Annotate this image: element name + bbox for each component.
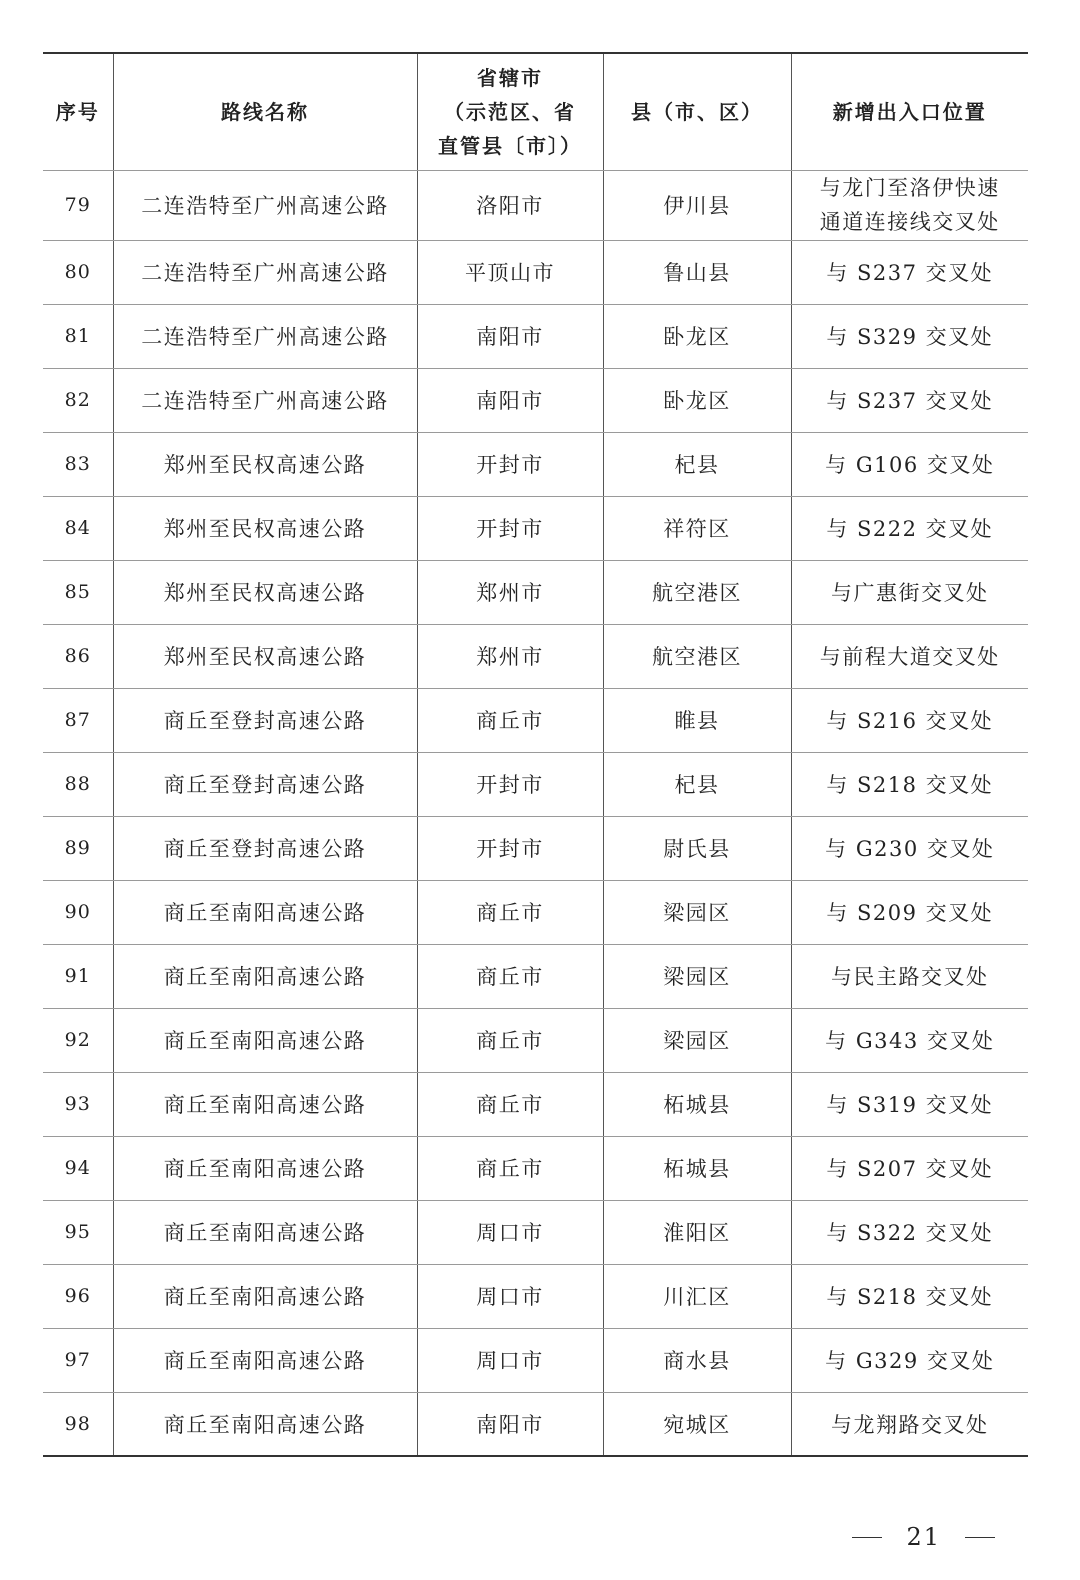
cell-route: 商丘至南阳高速公路 xyxy=(113,1392,417,1456)
table-header xyxy=(43,53,1028,170)
cell-index: 80 xyxy=(43,240,113,304)
cell-location-line: 与龙门至洛伊快速 xyxy=(819,176,1000,200)
table-row xyxy=(43,304,1028,368)
cell-index: 83 xyxy=(43,432,113,496)
cell-county: 尉氏县 xyxy=(603,816,791,880)
table-row xyxy=(43,1136,1028,1200)
cell-city: 周口市 xyxy=(417,1264,603,1328)
cell-city: 商丘市 xyxy=(417,1008,603,1072)
cell-route: 郑州至民权高速公路 xyxy=(113,560,417,624)
cell-route: 郑州至民权高速公路 xyxy=(113,496,417,560)
cell-city: 周口市 xyxy=(417,1328,603,1392)
cell-city: 郑州市 xyxy=(417,560,603,624)
cell-county: 梁园区 xyxy=(603,944,791,1008)
cell-county: 梁园区 xyxy=(603,880,791,944)
cell-city: 周口市 xyxy=(417,1200,603,1264)
cell-index: 91 xyxy=(43,944,113,1008)
cell-city: 郑州市 xyxy=(417,624,603,688)
cell-county: 祥符区 xyxy=(603,496,791,560)
cell-city: 商丘市 xyxy=(417,688,603,752)
cell-index: 79 xyxy=(43,170,113,240)
cell-index: 90 xyxy=(43,880,113,944)
cell-location: 与 S216 交叉处 xyxy=(791,688,1028,752)
cell-location: 与 S207 交叉处 xyxy=(791,1136,1028,1200)
table-row xyxy=(43,368,1028,432)
cell-location: 与 S218 交叉处 xyxy=(791,752,1028,816)
cell-county: 杞县 xyxy=(603,752,791,816)
cell-county: 柘城县 xyxy=(603,1072,791,1136)
cell-location: 与 S209 交叉处 xyxy=(791,880,1028,944)
footer-dash-right xyxy=(965,1537,995,1538)
page-number: 21 xyxy=(906,1523,941,1551)
table-row xyxy=(43,880,1028,944)
cell-location-line: 通道连接线交叉处 xyxy=(819,210,1000,234)
cell-county: 商水县 xyxy=(603,1328,791,1392)
cell-route: 商丘至南阳高速公路 xyxy=(113,944,417,1008)
cell-index: 98 xyxy=(43,1392,113,1456)
cell-route: 商丘至南阳高速公路 xyxy=(113,1264,417,1328)
cell-location: 与 S329 交叉处 xyxy=(791,304,1028,368)
table-row xyxy=(43,752,1028,816)
cell-index: 92 xyxy=(43,1008,113,1072)
cell-index: 93 xyxy=(43,1072,113,1136)
cell-location: 与民主路交叉处 xyxy=(791,944,1028,1008)
cell-route: 二连浩特至广州高速公路 xyxy=(113,368,417,432)
table-row xyxy=(43,816,1028,880)
header-county: 县（市、区） xyxy=(603,53,791,170)
cell-route: 商丘至南阳高速公路 xyxy=(113,1328,417,1392)
cell-route: 商丘至南阳高速公路 xyxy=(113,1200,417,1264)
cell-route: 商丘至南阳高速公路 xyxy=(113,1136,417,1200)
cell-route: 二连浩特至广州高速公路 xyxy=(113,304,417,368)
cell-county: 卧龙区 xyxy=(603,368,791,432)
cell-index: 97 xyxy=(43,1328,113,1392)
cell-county: 宛城区 xyxy=(603,1392,791,1456)
cell-index: 87 xyxy=(43,688,113,752)
header-city xyxy=(417,53,603,170)
cell-city: 平顶山市 xyxy=(417,240,603,304)
cell-route: 郑州至民权高速公路 xyxy=(113,624,417,688)
cell-route: 郑州至民权高速公路 xyxy=(113,432,417,496)
table-row xyxy=(43,1072,1028,1136)
cell-county: 伊川县 xyxy=(603,170,791,240)
cell-city: 洛阳市 xyxy=(417,170,603,240)
table-row xyxy=(43,170,1028,240)
cell-county: 航空港区 xyxy=(603,624,791,688)
cell-city: 南阳市 xyxy=(417,1392,603,1456)
cell-city: 开封市 xyxy=(417,432,603,496)
cell-route: 商丘至南阳高速公路 xyxy=(113,1008,417,1072)
cell-location: 与 G230 交叉处 xyxy=(791,816,1028,880)
cell-index: 84 xyxy=(43,496,113,560)
cell-location: 与 S322 交叉处 xyxy=(791,1200,1028,1264)
header-city-line: 省辖市 xyxy=(477,65,543,90)
cell-location: 与 S319 交叉处 xyxy=(791,1072,1028,1136)
cell-city: 南阳市 xyxy=(417,368,603,432)
cell-city: 开封市 xyxy=(417,816,603,880)
cell-index: 88 xyxy=(43,752,113,816)
cell-index: 94 xyxy=(43,1136,113,1200)
cell-county: 卧龙区 xyxy=(603,304,791,368)
cell-county: 柘城县 xyxy=(603,1136,791,1200)
exit-location-table xyxy=(43,52,1028,1457)
cell-county: 淮阳区 xyxy=(603,1200,791,1264)
cell-index: 89 xyxy=(43,816,113,880)
cell-city: 开封市 xyxy=(417,752,603,816)
cell-city: 商丘市 xyxy=(417,1136,603,1200)
cell-route: 商丘至南阳高速公路 xyxy=(113,1072,417,1136)
cell-route: 商丘至南阳高速公路 xyxy=(113,880,417,944)
table-row xyxy=(43,688,1028,752)
cell-location: 与 S237 交叉处 xyxy=(791,368,1028,432)
cell-county: 航空港区 xyxy=(603,560,791,624)
table-body xyxy=(43,170,1028,1456)
cell-location: 与 G329 交叉处 xyxy=(791,1328,1028,1392)
cell-location: 与 G106 交叉处 xyxy=(791,432,1028,496)
cell-county: 梁园区 xyxy=(603,1008,791,1072)
table-row xyxy=(43,944,1028,1008)
table-row xyxy=(43,624,1028,688)
cell-county: 睢县 xyxy=(603,688,791,752)
cell-location xyxy=(791,170,1028,240)
table-row xyxy=(43,1200,1028,1264)
cell-index: 95 xyxy=(43,1200,113,1264)
cell-city: 南阳市 xyxy=(417,304,603,368)
cell-route: 二连浩特至广州高速公路 xyxy=(113,170,417,240)
header-index: 序号 xyxy=(43,53,113,170)
footer-dash-left xyxy=(852,1537,882,1538)
table-row xyxy=(43,560,1028,624)
cell-index: 82 xyxy=(43,368,113,432)
table-row xyxy=(43,240,1028,304)
cell-route: 商丘至登封高速公路 xyxy=(113,688,417,752)
cell-location: 与 S218 交叉处 xyxy=(791,1264,1028,1328)
header-route: 路线名称 xyxy=(113,53,417,170)
header-row xyxy=(43,53,1028,170)
header-city-line: （示范区、省 xyxy=(444,99,576,124)
cell-route: 商丘至登封高速公路 xyxy=(113,816,417,880)
cell-city: 商丘市 xyxy=(417,944,603,1008)
cell-index: 85 xyxy=(43,560,113,624)
table-row xyxy=(43,496,1028,560)
cell-city: 商丘市 xyxy=(417,880,603,944)
cell-county: 川汇区 xyxy=(603,1264,791,1328)
page-footer xyxy=(852,1523,995,1551)
cell-index: 86 xyxy=(43,624,113,688)
cell-county: 杞县 xyxy=(603,432,791,496)
cell-city: 开封市 xyxy=(417,496,603,560)
cell-location: 与龙翔路交叉处 xyxy=(791,1392,1028,1456)
cell-route: 二连浩特至广州高速公路 xyxy=(113,240,417,304)
cell-location: 与 S222 交叉处 xyxy=(791,496,1028,560)
header-city-line: 直管县〔市〕） xyxy=(438,133,582,158)
table-row xyxy=(43,1392,1028,1456)
cell-location: 与广惠街交叉处 xyxy=(791,560,1028,624)
cell-location: 与 S237 交叉处 xyxy=(791,240,1028,304)
cell-route: 商丘至登封高速公路 xyxy=(113,752,417,816)
table-row xyxy=(43,1328,1028,1392)
table-row xyxy=(43,432,1028,496)
table-row xyxy=(43,1008,1028,1072)
header-location: 新增出入口位置 xyxy=(791,53,1028,170)
cell-location: 与 G343 交叉处 xyxy=(791,1008,1028,1072)
table-row xyxy=(43,1264,1028,1328)
cell-county: 鲁山县 xyxy=(603,240,791,304)
cell-city: 商丘市 xyxy=(417,1072,603,1136)
cell-index: 81 xyxy=(43,304,113,368)
cell-index: 96 xyxy=(43,1264,113,1328)
cell-location: 与前程大道交叉处 xyxy=(791,624,1028,688)
